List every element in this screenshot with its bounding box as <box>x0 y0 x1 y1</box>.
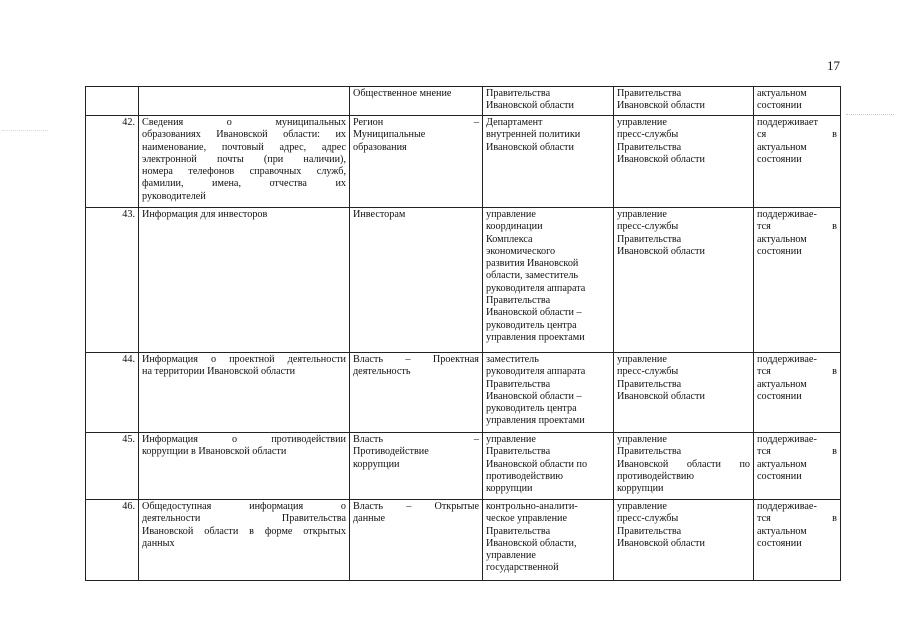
row-number-cell: 42. <box>86 116 139 208</box>
cell-line: координации <box>486 221 543 233</box>
cell-line: управления проектами <box>486 331 585 343</box>
cell-line: деятельность <box>353 366 411 378</box>
cell-line: Правительства <box>617 378 682 390</box>
table-row <box>86 208 841 353</box>
publishing-org-cell <box>614 87 754 116</box>
cell-line: Ивановской области <box>617 153 705 165</box>
info-name-cell <box>139 353 350 433</box>
cell-line: поддерживае- <box>757 209 817 220</box>
cell-line: Правительства <box>617 525 682 537</box>
info-name-cell <box>139 87 350 116</box>
cell-line: Противодействие <box>353 446 429 458</box>
cell-line: поддерживае- <box>757 501 817 512</box>
cell-line: коррупции в Ивановской области <box>142 446 287 458</box>
cell-line: управление <box>486 209 536 220</box>
row-number-cell: 43. <box>86 208 139 353</box>
info-name-cell <box>139 116 350 208</box>
publishing-org-cell <box>614 116 754 208</box>
site-section-cell <box>350 208 483 353</box>
cell-line: ческое управление <box>486 513 568 525</box>
site-section-cell <box>350 116 483 208</box>
cell-line: заместитель <box>486 354 539 365</box>
cell-line: Инвесторам <box>353 209 406 220</box>
cell-line: Ивановской области <box>617 100 705 112</box>
cell-line: Правительства <box>486 446 551 458</box>
cell-line: руководителя аппарата <box>486 282 586 294</box>
cell-line: тся в <box>757 366 837 378</box>
responsible-org-cell <box>483 353 614 433</box>
cell-line: руководителя аппарата <box>486 366 586 378</box>
cell-line: управление <box>486 434 536 445</box>
cell-line: Муниципальные <box>353 129 426 141</box>
cell-line: Ивановской области – <box>486 390 582 402</box>
cell-line: Департамент <box>486 117 543 128</box>
status-cell <box>754 353 841 433</box>
cell-line: Правительства <box>486 525 551 537</box>
cell-line: Ивановской области <box>617 245 705 257</box>
cell-line: пресс-службы <box>617 221 679 233</box>
responsible-org-cell <box>483 500 614 581</box>
page-number: 17 <box>827 58 840 73</box>
cell-line: фамилии, имена, отчества их <box>142 178 346 190</box>
row-number-cell <box>86 87 139 116</box>
cell-line: актуальном <box>757 233 807 245</box>
cell-line: Власть – Открытые <box>353 501 479 512</box>
row-number-cell: 46. <box>86 500 139 581</box>
responsible-org-cell <box>483 433 614 500</box>
cell-line: внутренней политики <box>486 129 581 141</box>
cell-line: Регион – <box>353 117 479 128</box>
cell-line: актуальном <box>757 458 807 470</box>
status-cell <box>754 433 841 500</box>
cell-line: состоянии <box>757 245 802 257</box>
cell-line: Правительства <box>486 378 551 390</box>
cell-line: Правительства <box>617 233 682 245</box>
cell-line: управления проектами <box>486 415 585 427</box>
cell-line: данные <box>353 513 385 525</box>
info-name-cell <box>139 208 350 353</box>
cell-line: Власть – <box>353 434 479 445</box>
cell-line: состоянии <box>757 470 802 482</box>
status-cell <box>754 116 841 208</box>
cell-line: Информация о проектной деятельности <box>142 354 346 365</box>
cell-line: состоянии <box>757 390 802 402</box>
cell-line: актуальном <box>757 141 807 153</box>
publishing-org-cell <box>614 353 754 433</box>
cell-line: Ивановской области, <box>486 537 577 549</box>
cell-line: Правительства <box>617 141 682 153</box>
cell-line: данных <box>142 537 175 549</box>
cell-line: Информация для инвесторов <box>142 209 268 220</box>
cell-line: актуальном <box>757 378 807 390</box>
cell-line: области, заместитель <box>486 270 579 282</box>
cell-line: Ивановской области <box>486 141 574 153</box>
cell-line: противодействию <box>617 470 694 482</box>
info-name-cell <box>139 433 350 500</box>
cell-line: управление <box>617 354 667 365</box>
table-row <box>86 500 841 581</box>
responsible-org-cell <box>483 87 614 116</box>
cell-line: актуальном <box>757 525 807 537</box>
cell-line: управление <box>486 550 536 562</box>
cell-line: контрольно-аналити- <box>486 501 578 512</box>
table-row <box>86 433 841 500</box>
cell-line: коррупции <box>486 483 533 495</box>
status-cell <box>754 208 841 353</box>
cell-line: поддерживае- <box>757 434 817 445</box>
publishing-org-cell <box>614 500 754 581</box>
cell-line: Правительства <box>486 88 551 99</box>
cell-line: развития Ивановской <box>486 258 579 270</box>
cell-line: управление <box>617 209 667 220</box>
cell-line: управление <box>617 117 667 128</box>
row-number-cell: 45. <box>86 433 139 500</box>
cell-line: актуальном <box>757 88 807 99</box>
cell-line: деятельности Правительства <box>142 513 346 525</box>
status-cell <box>754 87 841 116</box>
cell-line: коррупции <box>617 483 664 495</box>
publishing-org-cell <box>614 208 754 353</box>
publishing-org-cell <box>614 433 754 500</box>
cell-line: образованиях Ивановской области: их <box>142 129 346 141</box>
cell-line: Общедоступная информация о <box>142 501 346 512</box>
cell-line: коррупции <box>353 458 400 470</box>
table-row <box>86 353 841 433</box>
info-name-cell <box>139 500 350 581</box>
margin-scan-marks-left <box>2 130 48 131</box>
registry-table <box>85 86 841 581</box>
cell-line: Правительства <box>617 446 682 458</box>
table-row <box>86 87 841 116</box>
cell-line: Правительства <box>617 88 682 99</box>
cell-line: Ивановской области <box>617 537 705 549</box>
responsible-org-cell <box>483 116 614 208</box>
cell-line: Ивановской области <box>486 100 574 112</box>
cell-line: руководитель центра <box>486 319 577 331</box>
cell-line: ся в <box>757 129 837 141</box>
cell-line: экономического <box>486 245 556 257</box>
cell-line: наименование, почтовый адрес, адрес <box>142 141 346 153</box>
cell-line: пресс-службы <box>617 513 679 525</box>
cell-line: состоянии <box>757 537 802 549</box>
cell-line: на территории Ивановской области <box>142 366 296 378</box>
cell-line: противодействию <box>486 470 563 482</box>
cell-line: состоянии <box>757 153 802 165</box>
cell-line: образования <box>353 141 407 153</box>
cell-line: управление <box>617 434 667 445</box>
cell-line: состоянии <box>757 100 802 112</box>
cell-line: руководителей <box>142 190 206 202</box>
cell-line: Ивановской области по <box>486 458 588 470</box>
cell-line: тся в <box>757 221 837 233</box>
cell-line: номера телефонов справочных служб, <box>142 166 346 178</box>
cell-line: Правительства <box>486 295 551 307</box>
cell-line: Ивановской области по <box>617 458 750 470</box>
cell-line: поддерживает <box>757 117 818 128</box>
responsible-org-cell <box>483 208 614 353</box>
cell-line: Ивановской области в форме открытых <box>142 525 346 537</box>
cell-line: поддерживае- <box>757 354 817 365</box>
cell-line: тся в <box>757 513 837 525</box>
cell-line: государственной <box>486 562 559 574</box>
cell-line: электронной почты (при наличии), <box>142 153 346 165</box>
cell-line: пресс-службы <box>617 366 679 378</box>
cell-line: Ивановской области <box>617 390 705 402</box>
site-section-cell <box>350 433 483 500</box>
margin-scan-marks <box>846 114 894 115</box>
table-row <box>86 116 841 208</box>
site-section-cell <box>350 353 483 433</box>
cell-line: руководитель центра <box>486 403 577 415</box>
cell-line: Власть – Проектная <box>353 354 479 365</box>
cell-line: управление <box>617 501 667 512</box>
cell-line: Ивановской области – <box>486 307 582 319</box>
cell-line: тся в <box>757 446 837 458</box>
site-section-cell <box>350 500 483 581</box>
cell-line: Сведения о муниципальных <box>142 117 346 128</box>
status-cell <box>754 500 841 581</box>
cell-line: Информация о противодействии <box>142 434 346 445</box>
row-number-cell: 44. <box>86 353 139 433</box>
cell-line: Комплекса <box>486 233 533 245</box>
cell-line: пресс-службы <box>617 129 679 141</box>
site-section-cell: Общественное мнение <box>350 87 483 116</box>
